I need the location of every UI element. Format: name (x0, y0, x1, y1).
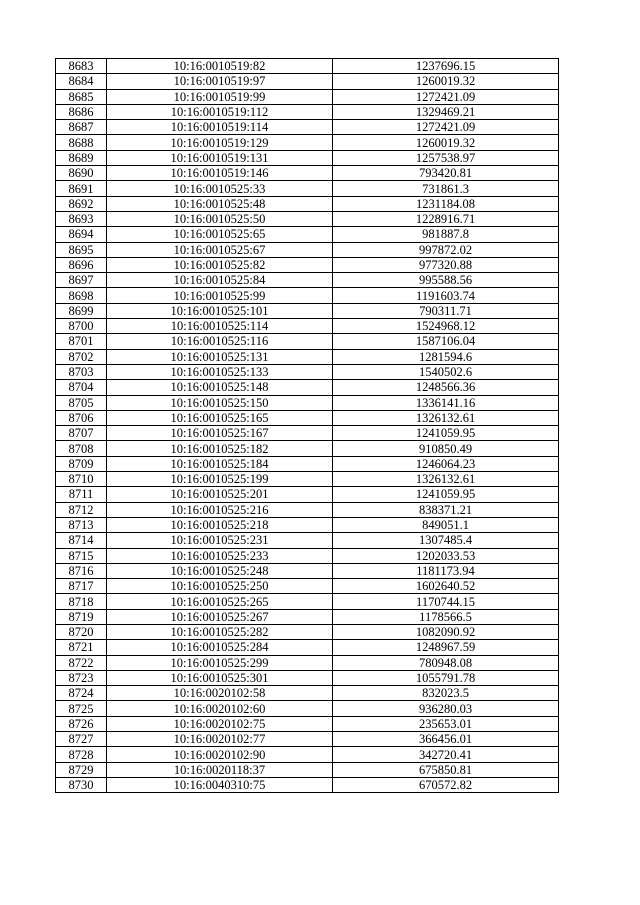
table-row (56, 273, 559, 288)
row-number-cell: 8696 (56, 257, 107, 272)
row-number-cell: 8725 (56, 701, 107, 716)
value-cell: 366456.01 (333, 732, 559, 747)
value-cell: 1241059.95 (333, 487, 559, 502)
table-row (56, 181, 559, 196)
table-row (56, 762, 559, 777)
row-number-cell: 8698 (56, 288, 107, 303)
value-cell: 1260019.32 (333, 74, 559, 89)
value-cell: 342720.41 (333, 747, 559, 762)
cadastral-number-cell: 10:16:0010525:165 (107, 410, 333, 425)
cadastral-number-cell: 10:16:0010525:82 (107, 257, 333, 272)
value-cell: 1055791.78 (333, 670, 559, 685)
cadastral-number-cell: 10:16:0010525:67 (107, 242, 333, 257)
table-row (56, 211, 559, 226)
row-number-cell: 8728 (56, 747, 107, 762)
table-row (56, 166, 559, 181)
table-row (56, 150, 559, 165)
value-cell: 1191603.74 (333, 288, 559, 303)
value-cell: 910850.49 (333, 441, 559, 456)
row-number-cell: 8724 (56, 686, 107, 701)
value-cell: 675850.81 (333, 762, 559, 777)
table-row (56, 533, 559, 548)
value-cell: 1231184.08 (333, 196, 559, 211)
cadastral-number-cell: 10:16:0010525:99 (107, 288, 333, 303)
cadastral-number-cell: 10:16:0010525:114 (107, 319, 333, 334)
value-cell: 1272421.09 (333, 89, 559, 104)
table-row (56, 426, 559, 441)
row-number-cell: 8711 (56, 487, 107, 502)
row-number-cell: 8694 (56, 227, 107, 242)
value-cell: 1248566.36 (333, 380, 559, 395)
row-number-cell: 8692 (56, 196, 107, 211)
row-number-cell: 8709 (56, 456, 107, 471)
row-number-cell: 8707 (56, 426, 107, 441)
cadastral-number-cell: 10:16:0010525:50 (107, 211, 333, 226)
table-row (56, 334, 559, 349)
value-cell: 731861.3 (333, 181, 559, 196)
value-cell: 793420.81 (333, 166, 559, 181)
table-body (56, 59, 559, 793)
row-number-cell: 8686 (56, 104, 107, 119)
cadastral-number-cell: 10:16:0010525:150 (107, 395, 333, 410)
value-cell: 1248967.59 (333, 640, 559, 655)
row-number-cell: 8704 (56, 380, 107, 395)
table-row (56, 288, 559, 303)
cadastral-number-cell: 10:16:0010519:112 (107, 104, 333, 119)
value-cell: 1602640.52 (333, 579, 559, 594)
value-cell: 1307485.4 (333, 533, 559, 548)
cadastral-number-cell: 10:16:0010525:284 (107, 640, 333, 655)
value-cell: 780948.08 (333, 655, 559, 670)
cadastral-number-cell: 10:16:0010519:114 (107, 120, 333, 135)
cadastral-number-cell: 10:16:0010525:131 (107, 349, 333, 364)
value-cell: 1170744.15 (333, 594, 559, 609)
table-row (56, 395, 559, 410)
cadastral-number-cell: 10:16:0010525:33 (107, 181, 333, 196)
value-cell: 995588.56 (333, 273, 559, 288)
cadastral-number-cell: 10:16:0020102:58 (107, 686, 333, 701)
table-row (56, 120, 559, 135)
row-number-cell: 8703 (56, 364, 107, 379)
table-row (56, 670, 559, 685)
value-cell: 1260019.32 (333, 135, 559, 150)
table-row (56, 517, 559, 532)
row-number-cell: 8702 (56, 349, 107, 364)
table-row (56, 655, 559, 670)
table-row (56, 640, 559, 655)
table-row (56, 563, 559, 578)
row-number-cell: 8716 (56, 563, 107, 578)
cadastral-number-cell: 10:16:0010525:101 (107, 303, 333, 318)
cadastral-number-cell: 10:16:0020102:75 (107, 716, 333, 731)
cadastral-number-cell: 10:16:0010525:282 (107, 624, 333, 639)
table-row (56, 59, 559, 74)
value-cell: 1326132.61 (333, 410, 559, 425)
table-row (56, 257, 559, 272)
table-row (56, 135, 559, 150)
table-row (56, 579, 559, 594)
cadastral-number-cell: 10:16:0020102:90 (107, 747, 333, 762)
cadastral-number-cell: 10:16:0010525:199 (107, 472, 333, 487)
row-number-cell: 8720 (56, 624, 107, 639)
value-cell: 832023.5 (333, 686, 559, 701)
cadastral-number-cell: 10:16:0010525:48 (107, 196, 333, 211)
value-cell: 1336141.16 (333, 395, 559, 410)
row-number-cell: 8712 (56, 502, 107, 517)
row-number-cell: 8722 (56, 655, 107, 670)
value-cell: 1524968.12 (333, 319, 559, 334)
row-number-cell: 8687 (56, 120, 107, 135)
cadastral-value-table (55, 58, 559, 793)
table-row (56, 196, 559, 211)
table-row (56, 548, 559, 563)
table-row (56, 624, 559, 639)
row-number-cell: 8685 (56, 89, 107, 104)
row-number-cell: 8683 (56, 59, 107, 74)
row-number-cell: 8697 (56, 273, 107, 288)
row-number-cell: 8708 (56, 441, 107, 456)
cadastral-number-cell: 10:16:0020118:37 (107, 762, 333, 777)
cadastral-number-cell: 10:16:0010519:131 (107, 150, 333, 165)
value-cell: 1181173.94 (333, 563, 559, 578)
value-cell: 1178566.5 (333, 609, 559, 624)
row-number-cell: 8684 (56, 74, 107, 89)
row-number-cell: 8723 (56, 670, 107, 685)
row-number-cell: 8700 (56, 319, 107, 334)
row-number-cell: 8729 (56, 762, 107, 777)
table-row (56, 701, 559, 716)
table-row (56, 747, 559, 762)
row-number-cell: 8693 (56, 211, 107, 226)
table-row (56, 380, 559, 395)
cadastral-number-cell: 10:16:0010519:97 (107, 74, 333, 89)
table-row (56, 410, 559, 425)
cadastral-number-cell: 10:16:0010525:116 (107, 334, 333, 349)
value-cell: 1272421.09 (333, 120, 559, 135)
row-number-cell: 8721 (56, 640, 107, 655)
cadastral-number-cell: 10:16:0020102:60 (107, 701, 333, 716)
row-number-cell: 8691 (56, 181, 107, 196)
row-number-cell: 8713 (56, 517, 107, 532)
value-cell: 1281594.6 (333, 349, 559, 364)
cadastral-number-cell: 10:16:0010525:65 (107, 227, 333, 242)
cadastral-number-cell: 10:16:0040310:75 (107, 777, 333, 792)
cadastral-number-cell: 10:16:0010525:218 (107, 517, 333, 532)
row-number-cell: 8714 (56, 533, 107, 548)
cadastral-number-cell: 10:16:0010519:146 (107, 166, 333, 181)
cadastral-number-cell: 10:16:0010525:231 (107, 533, 333, 548)
row-number-cell: 8710 (56, 472, 107, 487)
table-row (56, 609, 559, 624)
row-number-cell: 8730 (56, 777, 107, 792)
cadastral-number-cell: 10:16:0010525:84 (107, 273, 333, 288)
table-row (56, 364, 559, 379)
value-cell: 1257538.97 (333, 150, 559, 165)
value-cell: 1540502.6 (333, 364, 559, 379)
value-cell: 1241059.95 (333, 426, 559, 441)
cadastral-number-cell: 10:16:0010519:82 (107, 59, 333, 74)
value-cell: 670572.82 (333, 777, 559, 792)
table-row (56, 502, 559, 517)
row-number-cell: 8705 (56, 395, 107, 410)
row-number-cell: 8717 (56, 579, 107, 594)
table-row (56, 594, 559, 609)
row-number-cell: 8718 (56, 594, 107, 609)
value-cell: 1329469.21 (333, 104, 559, 119)
table-row (56, 104, 559, 119)
row-number-cell: 8688 (56, 135, 107, 150)
table-row (56, 686, 559, 701)
cadastral-number-cell: 10:16:0010525:201 (107, 487, 333, 502)
cadastral-number-cell: 10:16:0010525:301 (107, 670, 333, 685)
cadastral-number-cell: 10:16:0020102:77 (107, 732, 333, 747)
table-row (56, 472, 559, 487)
value-cell: 997872.02 (333, 242, 559, 257)
cadastral-number-cell: 10:16:0010525:216 (107, 502, 333, 517)
row-number-cell: 8726 (56, 716, 107, 731)
value-cell: 1237696.15 (333, 59, 559, 74)
table-row (56, 227, 559, 242)
cadastral-number-cell: 10:16:0010525:182 (107, 441, 333, 456)
table-row (56, 732, 559, 747)
row-number-cell: 8689 (56, 150, 107, 165)
cadastral-number-cell: 10:16:0010525:267 (107, 609, 333, 624)
table-row (56, 89, 559, 104)
row-number-cell: 8701 (56, 334, 107, 349)
row-number-cell: 8719 (56, 609, 107, 624)
cadastral-number-cell: 10:16:0010525:148 (107, 380, 333, 395)
table-row (56, 303, 559, 318)
table-row (56, 716, 559, 731)
cadastral-number-cell: 10:16:0010525:250 (107, 579, 333, 594)
cadastral-number-cell: 10:16:0010525:167 (107, 426, 333, 441)
row-number-cell: 8727 (56, 732, 107, 747)
table-row (56, 349, 559, 364)
cadastral-number-cell: 10:16:0010525:248 (107, 563, 333, 578)
value-cell: 838371.21 (333, 502, 559, 517)
value-cell: 1082090.92 (333, 624, 559, 639)
cadastral-number-cell: 10:16:0010525:184 (107, 456, 333, 471)
value-cell: 1246064.23 (333, 456, 559, 471)
row-number-cell: 8706 (56, 410, 107, 425)
value-cell: 936280.03 (333, 701, 559, 716)
cadastral-number-cell: 10:16:0010519:129 (107, 135, 333, 150)
table-row (56, 74, 559, 89)
table-row (56, 777, 559, 792)
value-cell: 981887.8 (333, 227, 559, 242)
value-cell: 1326132.61 (333, 472, 559, 487)
row-number-cell: 8715 (56, 548, 107, 563)
value-cell: 1587106.04 (333, 334, 559, 349)
value-cell: 1202033.53 (333, 548, 559, 563)
cadastral-number-cell: 10:16:0010525:233 (107, 548, 333, 563)
value-cell: 849051.1 (333, 517, 559, 532)
cadastral-number-cell: 10:16:0010525:133 (107, 364, 333, 379)
table-row (56, 242, 559, 257)
row-number-cell: 8695 (56, 242, 107, 257)
table-row (56, 319, 559, 334)
value-cell: 235653.01 (333, 716, 559, 731)
cadastral-number-cell: 10:16:0010525:265 (107, 594, 333, 609)
table-row (56, 487, 559, 502)
cadastral-number-cell: 10:16:0010525:299 (107, 655, 333, 670)
value-cell: 977320.88 (333, 257, 559, 272)
cadastral-number-cell: 10:16:0010519:99 (107, 89, 333, 104)
table-row (56, 441, 559, 456)
value-cell: 790311.71 (333, 303, 559, 318)
row-number-cell: 8699 (56, 303, 107, 318)
row-number-cell: 8690 (56, 166, 107, 181)
value-cell: 1228916.71 (333, 211, 559, 226)
table-row (56, 456, 559, 471)
